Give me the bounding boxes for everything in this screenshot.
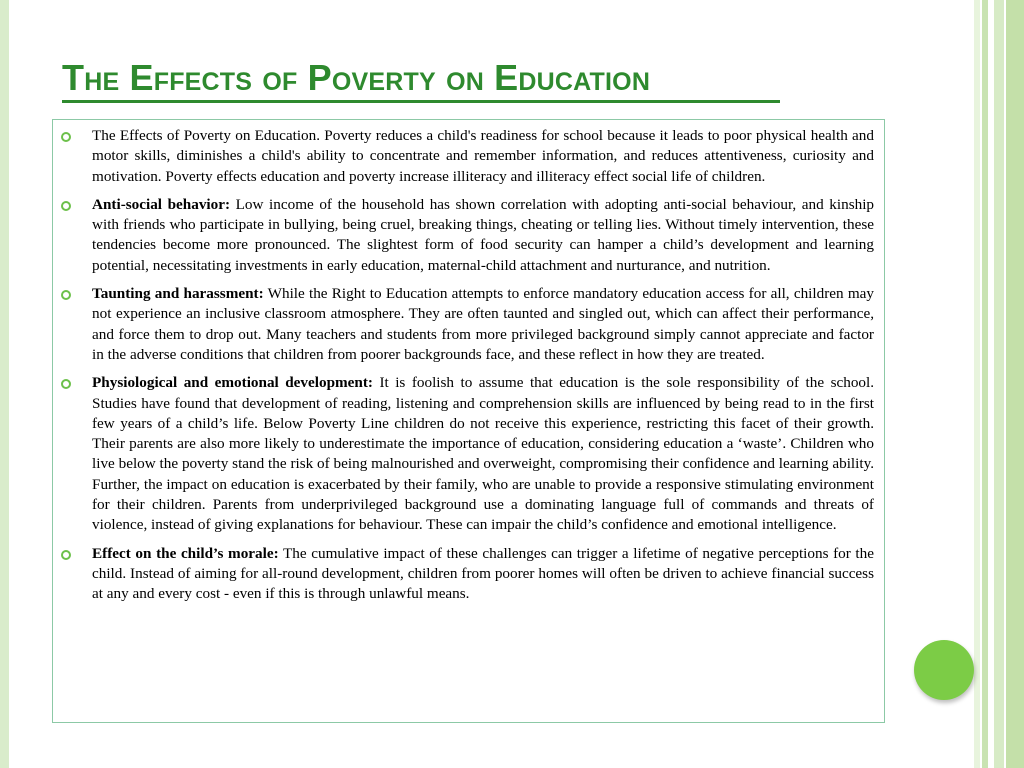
bullet-heading: Taunting and harassment: [92, 285, 264, 303]
bullet-text: While the Right to Education attempts to enforce mandatory education access for all, children may not experience an inclusive classroom atmosphere. They are often taunted and singled out, which can affect their performance, and force them to drop out. Many teachers and students from more privileged background simply cannot appreciate and factor in the adverse conditions that children from poorer backgrounds face, and these reflect in how they are treated. [92, 285, 874, 363]
bullet-list [53, 126, 884, 605]
bullet-circle-icon [61, 132, 71, 142]
bullet-item [53, 284, 884, 365]
bullet-item [53, 373, 884, 535]
bullet-circle-icon [61, 201, 71, 211]
bullet-heading: Effect on the child’s morale: [92, 544, 279, 562]
bullet-item [53, 544, 884, 605]
decorative-green-circle [914, 640, 974, 700]
title-underline [62, 100, 780, 103]
content-box [52, 119, 885, 723]
bullet-text: Low income of the household has shown correlation with adopting anti-social behaviour, and kinship with friends who participate in bullying, being cruel, breaking things, cheating or telling lies. Without timely intervention, these tendencies become more pronounced. The slightest form of food security can hamper a child’s development and learning potential, necessitating investments in early education, maternal-child attachment and nurturance, and nutrition. [92, 195, 875, 274]
bullet-text: It is foolish to assume that education is the sole responsibility of the school. Studies have found that development of reading, listening and comprehension skills are influenced by being read to in the first few years of a child’s life. Below Poverty Line children do not receive this experience, restricting this facet of their growth. Their parents are also more likely to underestimate the importance of education, considering education a ‘waste’. Children who live below the poverty stand the risk of being malnourished and overweight, compromising their confidence and learning ability. Further, the impact on education is exacerbated by their family, who are unable to provide a responsive stimulating environment for their children. Parents from underprivileged background use a dominating language full of commands and threats of violence, instead of giving explanations for behaviour. These can impair the child’s confidence and emotional intelligence. [92, 374, 875, 534]
left-decorative-stripe [0, 0, 9, 768]
bullet-circle-icon [61, 550, 71, 560]
bullet-item [53, 126, 884, 187]
bullet-circle-icon [61, 290, 71, 300]
slide-title: The Effects of Poverty on Education [62, 57, 651, 98]
right-decorative-stripes [974, 0, 1024, 768]
bullet-text: The cumulative impact of these challenges can trigger a lifetime of negative perceptions for the child. Instead of aiming for all-round development, children from poorer homes will often be driven to achieve financial success at any and every cost - even if this is through unlawful means. [92, 544, 874, 603]
bullet-circle-icon [61, 379, 71, 389]
bullet-text: The Effects of Poverty on Education. Poverty reduces a child's readiness for school because it leads to poor physical health and motor skills, diminishes a child's ability to concentrate and remember information, and reduces attentiveness, curiosity and motivation. Poverty effects education and poverty increase illiteracy and illiteracy effect social life of children. [92, 127, 874, 185]
bullet-item [53, 195, 884, 276]
bullet-heading: Physiological and emotional development: [92, 374, 373, 392]
bullet-heading: Anti-social behavior: [92, 195, 231, 213]
